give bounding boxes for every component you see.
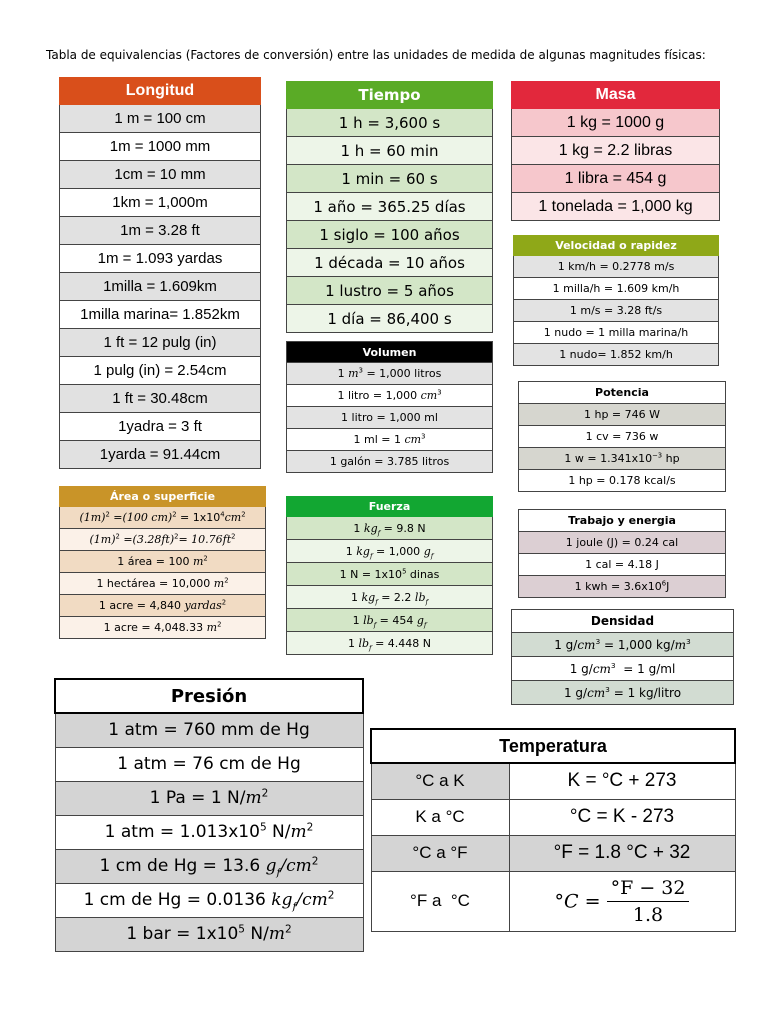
fuerza-row: 1 $lb_f = 4.448$ N — [287, 632, 493, 655]
fuerza-row: 1 $kg_f = 2.2$ $lb_f$ — [287, 586, 493, 609]
velocidad-title: Velocidad o rapidez — [514, 236, 719, 256]
densidad-row: 1 $g/cm^3 = 1$ g/ml — [512, 657, 734, 681]
longitud-table — [59, 77, 261, 469]
longitud-row: 1m = 1000 mm — [60, 133, 261, 161]
presion-row: 1 atm = 76 cm de Hg — [55, 747, 363, 781]
tiempo-row: 1 h = 3,600 s — [287, 109, 493, 137]
temperatura-label: °F a °C — [371, 871, 509, 931]
temperatura-formula: °C = K - 273 — [509, 799, 735, 835]
area-row: 1 acre = 4,048.33 $m^2$ — [60, 617, 266, 639]
potencia-title: Potencia — [519, 382, 726, 404]
volumen-row: 1 litro = 1,000 $cm^3$ — [287, 385, 493, 407]
tiempo-row: 1 lustro = 5 años — [287, 277, 493, 305]
fuerza-row: 1 $kg_f = 9.8$ N — [287, 517, 493, 540]
velocidad-row: 1 m/s = 3.28 ft/s — [514, 300, 719, 322]
masa-row: 1 libra = 454 g — [512, 165, 720, 193]
presion-table — [54, 678, 364, 952]
velocidad-table — [513, 235, 719, 366]
densidad-row: 1 $g/cm^3 = 1$ kg/litro — [512, 681, 734, 705]
fuerza-row: 1 $N = 1x10^5$ dinas — [287, 563, 493, 586]
densidad-title: Densidad — [512, 610, 734, 633]
tiempo-row: 1 década = 10 años — [287, 249, 493, 277]
presion-title: Presión — [55, 679, 363, 713]
potencia-row: 1 hp = 746 W — [519, 404, 726, 426]
longitud-row: 1yarda = 91.44cm — [60, 441, 261, 469]
area-row: 1 área = 100 $m^2$ — [60, 551, 266, 573]
masa-row: 1 kg = 1000 g — [512, 109, 720, 137]
tiempo-row: 1 h = 60 min — [287, 137, 493, 165]
masa-row: 1 tonelada = 1,000 kg — [512, 193, 720, 221]
tiempo-row: 1 min = 60 s — [287, 165, 493, 193]
area-row: $(1m)^2 =(3.28ft)^2= 10.76ft^2$ — [60, 529, 266, 551]
tiempo-title: Tiempo — [287, 82, 493, 109]
longitud-row: 1 pulg (in) = 2.54cm — [60, 357, 261, 385]
longitud-row: 1milla = 1.609km — [60, 273, 261, 301]
fuerza-title: Fuerza — [287, 497, 493, 517]
volumen-table — [286, 341, 493, 473]
longitud-title: Longitud — [60, 78, 261, 105]
volumen-row: 1 $m^3 = 1,000$ litros — [287, 363, 493, 385]
trabajo-row: 1 joule (J) = 0.24 cal — [519, 532, 726, 554]
temperatura-label: °C a °F — [371, 835, 509, 871]
longitud-row: 1m = 1.093 yardas — [60, 245, 261, 273]
volumen-row: 1 ml = 1 $cm^3$ — [287, 429, 493, 451]
potencia-row: 1 hp = 0.178 kcal/s — [519, 470, 726, 492]
trabajo-row: 1 kwh = $3.6x10^6J$ — [519, 576, 726, 598]
longitud-row: 1 m = 100 cm — [60, 105, 261, 133]
temperatura-label: °C a K — [371, 763, 509, 799]
densidad-table — [511, 609, 734, 705]
temperatura-label: K a °C — [371, 799, 509, 835]
volumen-title: Volumen — [287, 342, 493, 363]
longitud-row: 1 ft = 30.48cm — [60, 385, 261, 413]
presion-row: 1 cm de Hg = 0.0136 $kg_f/cm^2$ — [55, 883, 363, 917]
longitud-row: 1yadra = 3 ft — [60, 413, 261, 441]
potencia-row: 1 cv = 736 w — [519, 426, 726, 448]
densidad-row: 1 $g/cm^3 = 1,000$ $kg/m^3$ — [512, 633, 734, 657]
temperatura-fraction: $\frac{^\circ F - 32}{1.8}$ — [607, 877, 690, 926]
area-table — [59, 486, 266, 639]
area-row: 1 hectárea = 10,000 $m^2$ — [60, 573, 266, 595]
presion-row: 1 atm = 760 mm de Hg — [55, 713, 363, 747]
velocidad-row: 1 km/h = 0.2778 m/s — [514, 256, 719, 278]
longitud-row: 1milla marina= 1.852km — [60, 301, 261, 329]
longitud-row: 1m = 3.28 ft — [60, 217, 261, 245]
potencia-table — [518, 381, 726, 492]
potencia-row: 1 $w = 1.341x10^{-3}$ hp — [519, 448, 726, 470]
volumen-row: 1 litro = 1,000 ml — [287, 407, 493, 429]
presion-row: 1 bar = $1x10^5$ $N/m^2$ — [55, 917, 363, 951]
temperatura-table — [370, 728, 736, 932]
tiempo-row: 1 día = 86,400 s — [287, 305, 493, 333]
area-title: Área o superficie — [60, 487, 266, 507]
longitud-row: 1cm = 10 mm — [60, 161, 261, 189]
trabajo-table — [518, 509, 726, 598]
trabajo-row: 1 cal = 4.18 J — [519, 554, 726, 576]
velocidad-row: 1 nudo= 1.852 km/h — [514, 344, 719, 366]
area-row: 1 acre = 4,840 yardas$^2$ — [60, 595, 266, 617]
fuerza-table — [286, 496, 493, 655]
tiempo-row: 1 año = 365.25 días — [287, 193, 493, 221]
tiempo-table — [286, 81, 493, 333]
masa-table — [511, 81, 720, 221]
masa-title: Masa — [512, 82, 720, 109]
velocidad-row: 1 nudo = 1 milla marina/h — [514, 322, 719, 344]
fuerza-row: 1 $lb_f = 454$ $g_f$ — [287, 609, 493, 632]
tiempo-row: 1 siglo = 100 años — [287, 221, 493, 249]
presion-row: 1 Pa = 1 $N/m^2$ — [55, 781, 363, 815]
intro-text: Tabla de equivalencias (Factores de conversión) entre las unidades de medida de algunas magnitudes físicas: — [46, 48, 706, 62]
velocidad-row: 1 milla/h = 1.609 km/h — [514, 278, 719, 300]
presion-row: 1 cm de Hg = 13.6 $g_f/cm^2$ — [55, 849, 363, 883]
area-row: $(1m)^2 =(100$ $cm)^2 = 1x10^4cm^2$ — [60, 507, 266, 529]
temperatura-formula: K = °C + 273 — [509, 763, 735, 799]
fuerza-row: 1 $kg_f = 1,000$ $g_f$ — [287, 540, 493, 563]
temperatura-formula: °C = $\frac{^\circ F - 32}{1.8}$ — [509, 871, 735, 931]
trabajo-title: Trabajo y energia — [519, 510, 726, 532]
longitud-row: 1km = 1,000m — [60, 189, 261, 217]
longitud-row: 1 ft = 12 pulg (in) — [60, 329, 261, 357]
temperatura-formula: °F = 1.8 °C + 32 — [509, 835, 735, 871]
presion-row: 1 atm = $1.013x10^5$ $N/m^2$ — [55, 815, 363, 849]
volumen-row: 1 galón = 3.785 litros — [287, 451, 493, 473]
masa-row: 1 kg = 2.2 libras — [512, 137, 720, 165]
temperatura-title: Temperatura — [371, 729, 735, 763]
